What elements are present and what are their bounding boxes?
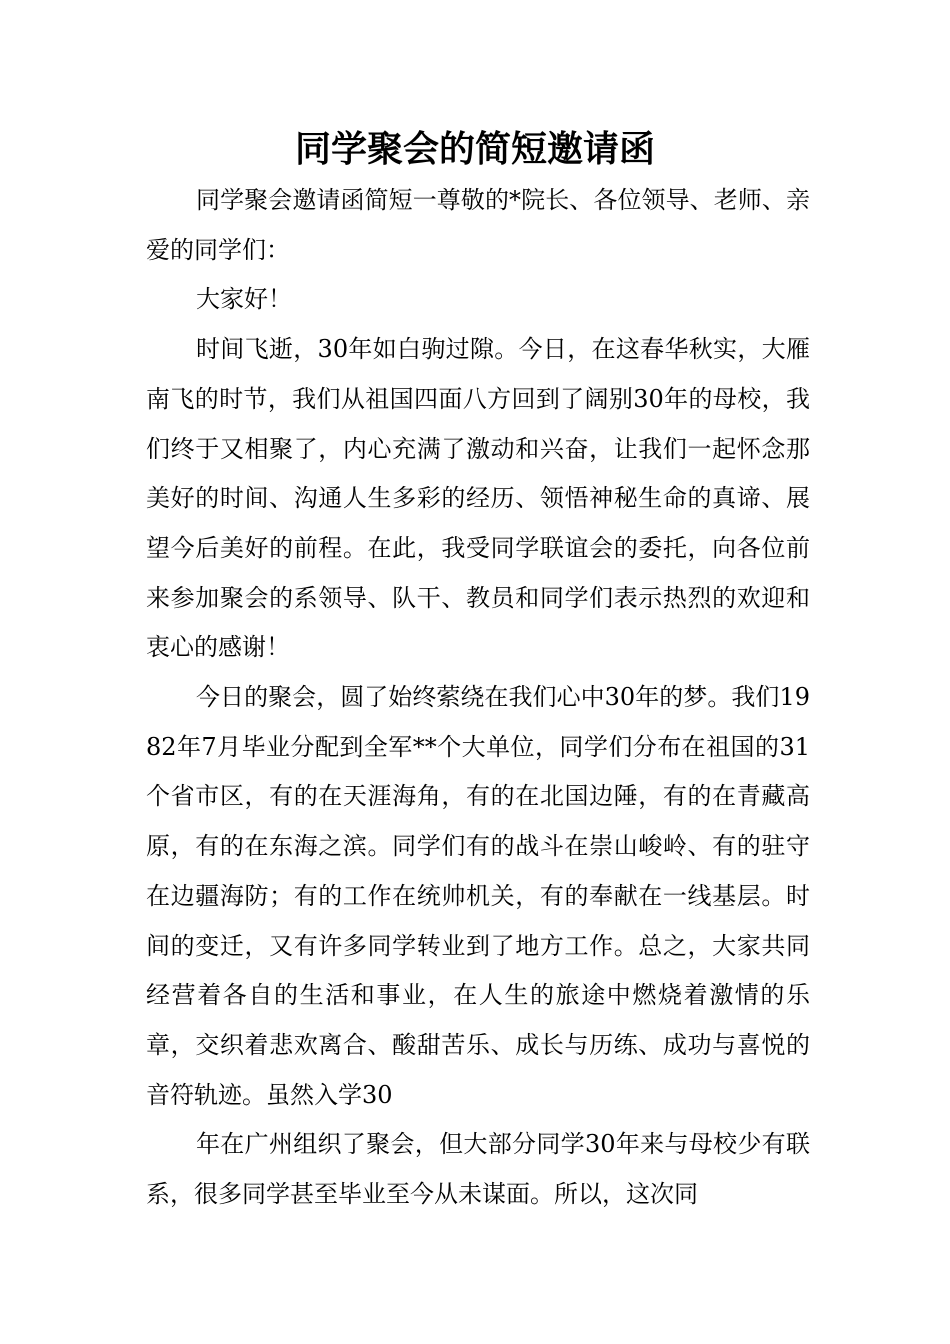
document-body [146,176,810,1220]
document-title: 同学聚会的简短邀请函 [294,129,655,170]
paragraph-salutation: 同学聚会邀请函简短一尊敬的*院长、各位领导、老师、亲爱的同学们： [146,186,810,264]
paragraph-continued: 年在广州组织了聚会，但大部分同学30年来与母校少有联系，很多同学甚至毕业至今从未谋面。所以，这次同 [146,1130,810,1209]
paragraph-reunion: 今日的聚会，圆了始终萦绕在我们心中30年的梦。我们1982年7月毕业分配到全军**个大单位，同学们分布在祖国的31个省市区，有的在天涯海角，有的在北国边陲，有的在青藏高原，有的在东海之滨。同学们有的战斗在崇山峻岭、有的驻守在边疆海防；有的工作在统帅机关，有的奉献在一线基层。时间的变迁，又有许多同学转业到了地方工作。总之，大家共同经营着各自的生活和事业，在人生的旅途中燃烧着激情的乐章，交织着悲欢离合、酸甜苦乐、成长与历练、成功与喜悦的音符轨迹。虽然入学30 [146,683,810,1109]
paragraph-welcome: 时间飞逝，30年如白驹过隙。今日，在这春华秋实，大雁南飞的时节，我们从祖国四面八方回到了阔别30年的母校，我们终于又相聚了，内心充满了激动和兴奋，让我们一起怀念那美好的时间、沟通人生多彩的经历、领悟神秘生命的真谛、展望今后美好的前程。在此，我受同学联谊会的委托，向各位前来参加聚会的系领导、队干、教员和同学们表示热烈的欢迎和衷心的感谢！ [146,335,810,662]
paragraph-greeting: 大家好！ [196,285,292,314]
